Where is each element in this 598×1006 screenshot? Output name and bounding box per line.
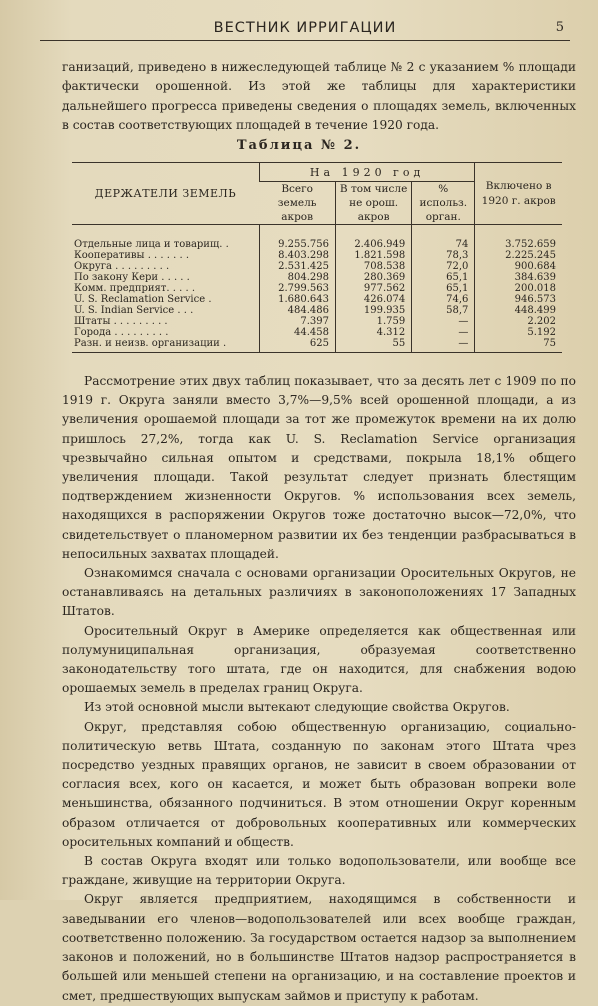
included-value: 200.018 <box>475 283 562 294</box>
total-value: 484.486 <box>259 305 335 316</box>
paragraph: В состав Округа входят или только водопользователи, или вообще все граждане, живущие на территории Округа. <box>62 854 576 888</box>
percent-value: 74,6 <box>412 294 475 305</box>
holder-name: По закону Кери . . . . . <box>74 272 190 283</box>
included-value: 2.225.245 <box>475 250 562 261</box>
included-header: Включено в 1920 г. акров <box>475 163 562 225</box>
intro-text: ганизаций, приведено в нижеследующей таблице № 2 с указанием % площади фактически орошенной. Из этой же таблицы для характеристики дальнейшего прогресса приведены сведения о площадях земель, включенных в состав соответствующих площадей в течение 1920 года. <box>62 60 576 133</box>
table-body <box>72 225 562 353</box>
land-holders-table <box>72 162 562 353</box>
year-header: На 1920 год <box>259 163 475 182</box>
table-row <box>72 250 562 261</box>
percent-value: 65,1 <box>412 272 475 283</box>
irrigated-value: 280.369 <box>336 272 412 283</box>
holder-name: Города . . . . . . . . . <box>74 327 169 338</box>
holder-name: Отдельные лица и товарищ. . <box>74 239 229 250</box>
holder-name: Разн. и неизв. организации . <box>72 338 259 353</box>
holder-name: U. S. Reclamation Service . <box>74 294 212 305</box>
holder-name: U. S. Indian Service . . . <box>74 305 194 316</box>
total-value: 9.255.756 <box>259 225 335 251</box>
holder-name: Штаты . . . . . . . . . <box>74 316 168 327</box>
irrigated-value: 1.821.598 <box>336 250 412 261</box>
included-value: 75 <box>475 338 562 353</box>
included-value: 448.499 <box>475 305 562 316</box>
included-value: 3.752.659 <box>475 225 562 251</box>
percent-value: 74 <box>412 225 475 251</box>
total-value: 8.403.298 <box>259 250 335 261</box>
total-value: 2.531.425 <box>259 261 335 272</box>
table-row <box>72 272 562 283</box>
holder-name: Округа . . . . . . . . . <box>74 261 170 272</box>
paragraph: Из этой основной мысли вытекают следующие свойства Округов. <box>84 700 510 715</box>
percent-value: — <box>412 316 475 327</box>
paragraph: Округ является предприятием, находящимся в собственности и заведывании его членов—водопользователей или всех вообще граждан, соответственно положению. За государством остается надзор за выполнением законов и положений, но в большинстве Штатов надзор распространяется в большей или меньшей степени на организацию, и на составление проектов и смет, предшествующих выпускам займов и приступу к работам. <box>62 892 576 1003</box>
holder-name: Комм. предприят. . . . . <box>74 283 195 294</box>
intro-paragraph <box>62 58 576 136</box>
included-value: 900.684 <box>475 261 562 272</box>
irrigated-value: 55 <box>336 338 412 353</box>
total-value: 625 <box>259 338 335 353</box>
irrigated-value: 4.312 <box>336 327 412 338</box>
irrigated-header: В том числе не орош. акров <box>336 182 412 225</box>
percent-value: 65,1 <box>412 283 475 294</box>
table-caption: Таблица № 2. <box>236 138 362 153</box>
table-row <box>72 327 562 338</box>
included-value: 2.202 <box>475 316 562 327</box>
irrigated-value: 1.759 <box>336 316 412 327</box>
total-header: Всего земель акров <box>259 182 335 225</box>
total-value: 2.799.563 <box>259 283 335 294</box>
irrigated-value: 426.074 <box>336 294 412 305</box>
paragraph: Ознакомимся сначала с основами организации Оросительных Округов, не останавливаясь на детальных различиях в законоположениях 17 Западных Штатов. <box>62 566 576 619</box>
paragraph: Оросительный Округ в Америке определяется как общественная или полумуниципальная организация, образуемая соответственно законодательству того штата, где он находится, для снабжения водою орошаемых земель в пределах границ Округа. <box>62 623 576 696</box>
included-value: 946.573 <box>475 294 562 305</box>
irrigated-value: 199.935 <box>336 305 412 316</box>
included-value: 384.639 <box>475 272 562 283</box>
holder-name: Кооперативы . . . . . . . <box>74 250 190 261</box>
table-row <box>72 338 562 353</box>
table-row <box>72 225 562 251</box>
percent-value: — <box>412 338 475 353</box>
total-value: 7.397 <box>259 316 335 327</box>
holders-header: ДЕРЖАТЕЛИ ЗЕМЕЛЬ <box>72 163 259 225</box>
table-row <box>72 283 562 294</box>
paragraph: Округ, представляя собою общественную организацию, социально-политическую ветвь Штата, созданную по законам этого Штата чрез посредство уездных правящих органов, не зависит в своем образовании от согласия всех, кого он касается, и может быть образован вопреки воле меньшинства, обязанного подчиниться. В этом отношении Округ коренным образом отличается от добровольных кооперативных или коммерческих оросительных компаний и обществ. <box>62 719 576 849</box>
table-row <box>72 316 562 327</box>
paragraph: Рассмотрение этих двух таблиц показывает, что за десять лет с 1909 по по 1919 г. Округа заняли вместо 3,7%—9,5% всей орошенной площади, а из увеличения орошаемой площади за тот же промежуток времени на их долю пришлось 27,2%, тогда как U. S. Reclamation Service организация чрезвычайно сильная опытом и средствами, покрыла 18,1% общего увеличения площади. Такой результат следует признать блестящим подтверждением жизненности Округов. % использования всех земель, находящихся в распоряжении Округов тоже достаточно высок—72,0%, что свидетельствует о планомерном развитии их без тенденции разбрасываться в непосильных захватах площадей. <box>62 374 576 561</box>
table-row <box>72 261 562 272</box>
total-value: 804.298 <box>259 272 335 283</box>
running-header <box>40 14 570 41</box>
irrigated-value: 2.406.949 <box>336 225 412 251</box>
body-text <box>62 372 576 1006</box>
table-row <box>72 294 562 305</box>
percent-value: — <box>412 327 475 338</box>
irrigated-value: 977.562 <box>336 283 412 294</box>
total-value: 1.680.643 <box>259 294 335 305</box>
page-number: 5 <box>555 20 564 35</box>
journal-title: ВЕСТНИК ИРРИГАЦИИ <box>213 20 397 36</box>
included-value: 5.192 <box>475 327 562 338</box>
percent-value: 72,0 <box>412 261 475 272</box>
irrigated-value: 708.538 <box>336 261 412 272</box>
total-value: 44.458 <box>259 327 335 338</box>
percent-value: 78,3 <box>412 250 475 261</box>
percent-header: % использ. орган. <box>412 182 475 225</box>
table-row <box>72 305 562 316</box>
percent-value: 58,7 <box>412 305 475 316</box>
